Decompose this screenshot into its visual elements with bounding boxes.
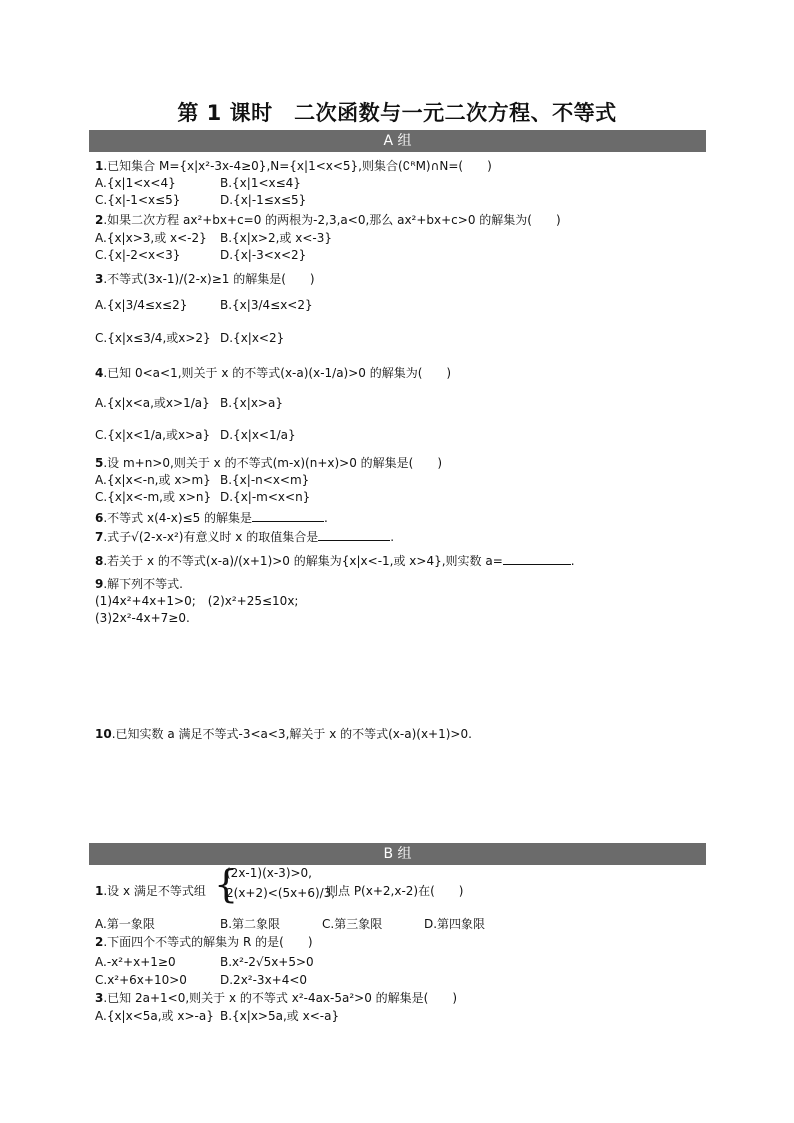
option: D.{x|-3<x<2} (220, 248, 307, 262)
question-b1: 1.设 x 满足不等式组 (95, 884, 206, 898)
question-a2: 2.如果二次方程 ax²+bx+c=0 的两根为-2,3,a<0,那么 ax²+bx+c>0 的解集为( ) (95, 213, 561, 227)
question-a9: 9.解下列不等式. (95, 577, 183, 591)
option: B.x²-2√5x+5>0 (220, 955, 314, 969)
option: A.{x|x>3,或 x<-2} (95, 231, 207, 245)
option: B.{x|1<x≤4} (220, 176, 301, 190)
option: C.第三象限 (322, 917, 383, 931)
sub-question: (1)4x²+4x+1>0; (2)x²+25≤10x; (95, 594, 299, 608)
option: C.{x|-2<x<3} (95, 248, 181, 262)
option: B.{x|x>5a,或 x<-a} (220, 1009, 340, 1023)
option: B.{x|x>2,或 x<-3} (220, 231, 333, 245)
question-a6: 6.不等式 x(4-x)≤5 的解集是 . (95, 511, 328, 525)
question-b3: 3.已知 2a+1<0,则关于 x 的不等式 x²-4ax-5a²>0 的解集是( ) (95, 991, 458, 1005)
option: B.{x|-n<x<m} (220, 473, 310, 487)
page-title: 第 1 课时 二次函数与一元二次方程、不等式 (177, 101, 617, 125)
option: A.{x|3/4≤x≤2} (95, 298, 188, 312)
answer-blank[interactable] (503, 553, 571, 565)
option: B.{x|x>a} (220, 396, 283, 410)
option: C.{x|x<1/a,或x>a} (95, 428, 211, 442)
option: A.-x²+x+1≥0 (95, 955, 176, 969)
option: A.第一象限 (95, 917, 155, 931)
question-a1: 1.已知集合 M={x|x²-3x-4≥0},N={x|1<x<5},则集合(∁ᴿM)∩N=( ) (95, 159, 492, 173)
option: C.{x|-1<x≤5} (95, 193, 181, 207)
option: A.{x|x<a,或x>1/a} (95, 396, 210, 410)
group-b-header: B 组 (89, 843, 706, 865)
group-a-header: A 组 (89, 130, 706, 152)
question-a7: 7.式子√(2-x-x²)有意义时 x 的取值集合是 . (95, 530, 395, 544)
option: D.2x²-3x+4<0 (220, 973, 308, 987)
question-a8: 8.若关于 x 的不等式(x-a)/(x+1)>0 的解集为{x|x<-1,或 x>4},则实数 a= . (95, 554, 575, 568)
question-a3: 3.不等式(3x-1)/(2-x)≥1 的解集是( ) (95, 272, 315, 286)
option: D.{x|-m<x<n} (220, 490, 311, 504)
brace: { (214, 862, 239, 906)
question-b1-tail: 则点 P(x+2,x-2)在( ) (326, 884, 464, 898)
option: B.第二象限 (220, 917, 281, 931)
question-a5: 5.设 m+n>0,则关于 x 的不等式(m-x)(n+x)>0 的解集是( ) (95, 456, 443, 470)
question-a4: 4.已知 0<a<1,则关于 x 的不等式(x-a)(x-1/a)>0 的解集为( ) (95, 366, 452, 380)
answer-blank[interactable] (252, 510, 324, 522)
option: D.第四象限 (424, 917, 486, 931)
option: C.{x|x≤3/4,或x>2} (95, 331, 211, 345)
option: D.{x|x<1/a} (220, 428, 296, 442)
option: D.{x|-1≤x≤5} (220, 193, 307, 207)
option: C.x²+6x+10>0 (95, 973, 187, 987)
option: B.{x|3/4≤x<2} (220, 298, 313, 312)
sub-question: (3)2x²-4x+7≥0. (95, 611, 190, 625)
question-a10: 10.已知实数 a 满足不等式-3<a<3,解关于 x 的不等式(x-a)(x+1)>0. (95, 727, 472, 741)
option: C.{x|x<-m,或 x>n} (95, 490, 212, 504)
system-line: 2(x+2)<(5x+6)/3, (226, 886, 336, 900)
option: A.{x|x<5a,或 x>-a} (95, 1009, 214, 1023)
option: D.{x|x<2} (220, 331, 285, 345)
option: A.{x|x<-n,或 x>m} (95, 473, 211, 487)
question-b2: 2.下面四个不等式的解集为 R 的是( ) (95, 935, 313, 949)
option: A.{x|1<x<4} (95, 176, 176, 190)
system-line: (2x-1)(x-3)>0, (226, 866, 312, 880)
answer-blank[interactable] (318, 529, 390, 541)
